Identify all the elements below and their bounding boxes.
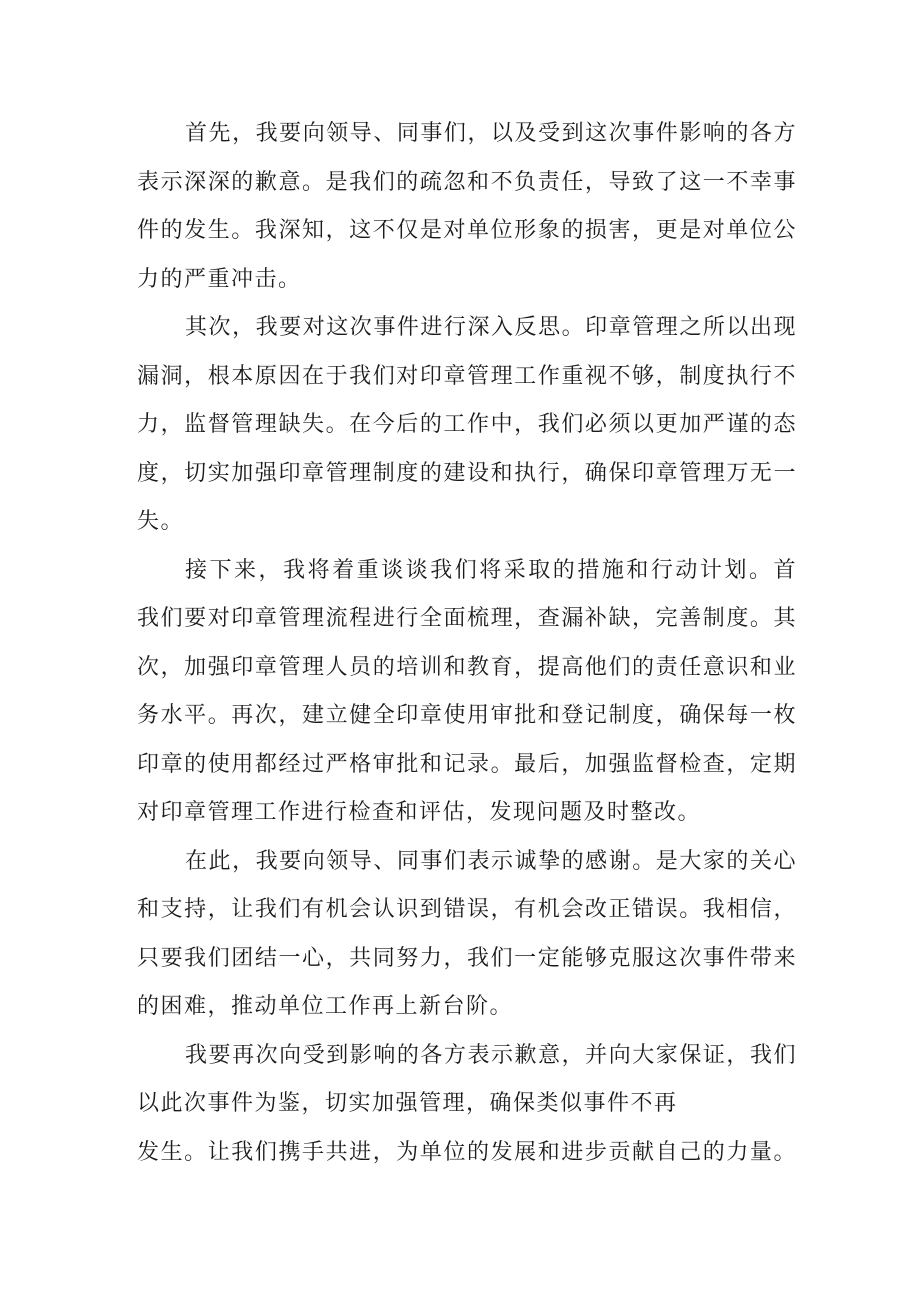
text-line: 其次，我要对这次事件进行深入反思。印章管理之所以出现 [185, 315, 797, 340]
text-line: 表示深深的歉意。是我们的疏忽和不负责任，导致了这一不幸事 [137, 169, 797, 195]
document-body [137, 110, 797, 1177]
paragraph-1 [137, 110, 797, 304]
text-line: 在此，我要向领导、同事们表示诚挚的感谢。是大家的关心 [185, 848, 797, 874]
text-line: 对印章管理工作进行检查和评估，发现问题及时整改。 [137, 800, 702, 825]
text-line: 的困难，推动单位工作再上新台阶。 [137, 994, 514, 1019]
text-line: 务水平。再次，建立健全印章使用审批和登记制度，确保每一枚 [137, 703, 797, 728]
text-line: 力，监督管理缺失。在今后的工作中，我们必须以更加严谨的态 [137, 412, 797, 437]
text-line: 发生。让我们携手共进，为单位的发展和进步贡献自己的力量。 [137, 1139, 797, 1165]
text-line: 度，切实加强印章管理制度的建设和执行，确保印章管理万无一 [137, 460, 797, 486]
text-line: 和支持，让我们有机会认识到错误，有机会改正错误。我相信， [137, 897, 797, 922]
text-line: 首先，我要向领导、同事们，以及受到这次事件影响的各方 [185, 121, 797, 146]
paragraph-5 [137, 1032, 797, 1178]
text-line: 只要我们团结一心，共同努力，我们一定能够克服这次事件带来 [137, 945, 797, 971]
text-line: 接下来，我将着重谈谈我们将采取的措施和行动计划。首 [185, 557, 797, 583]
text-line: 次，加强印章管理人员的培训和教育，提高他们的责任意识和业 [137, 654, 797, 680]
text-line: 我们要对印章管理流程进行全面梳理，查漏补缺，完善制度。其 [137, 606, 797, 631]
paragraph-3 [137, 547, 797, 838]
text-line: 力的严重冲击。 [137, 266, 302, 292]
text-line: 以此次事件为鉴，切实加强管理，确保类似事件不再 [137, 1091, 678, 1116]
text-line: 印章的使用都经过严格审批和记录。最后，加强监督检查，定期 [137, 751, 797, 777]
text-line: 我要再次向受到影响的各方表示歉意，并向大家保证，我们 [185, 1042, 797, 1068]
paragraph-4 [137, 838, 797, 1032]
text-line: 漏洞，根本原因在于我们对印章管理工作重视不够，制度执行不 [137, 363, 797, 389]
text-line: 件的发生。我深知，这不仅是对单位形象的损害，更是对单位公 [137, 218, 797, 243]
text-line: 失。 [137, 509, 185, 534]
paragraph-2 [137, 304, 797, 547]
